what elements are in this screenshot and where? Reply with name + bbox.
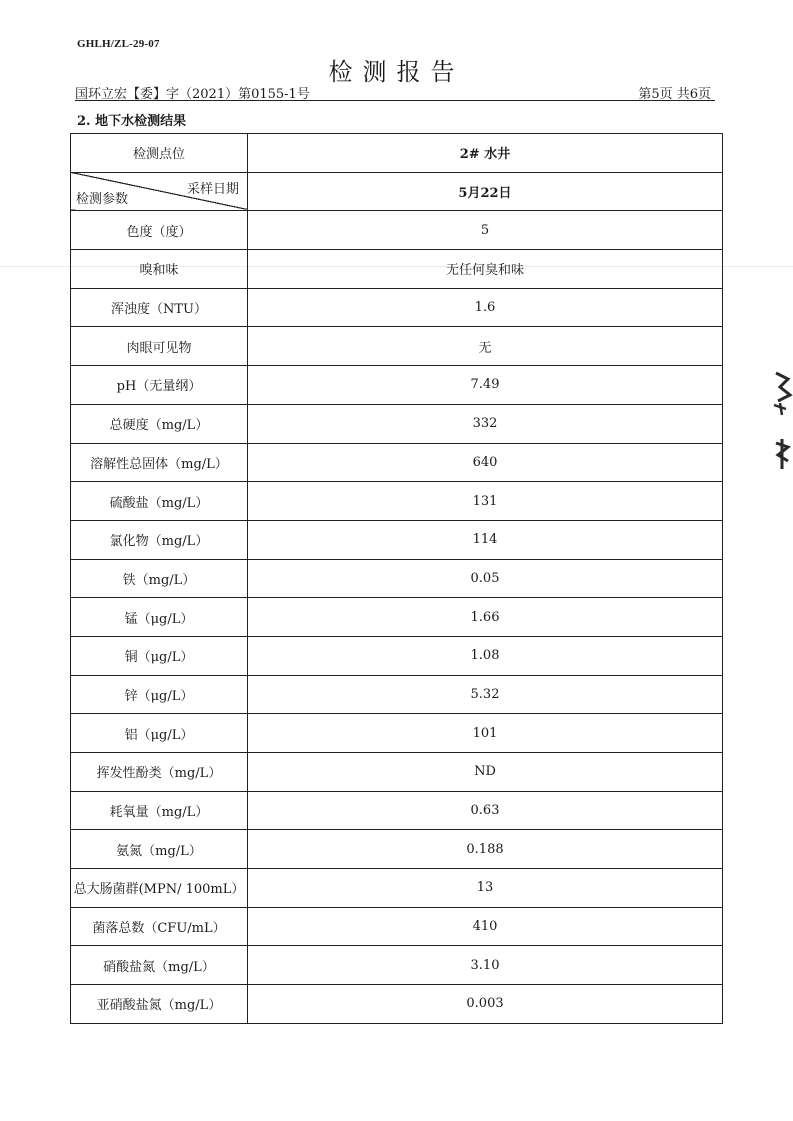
param-value-cell: 3.10 bbox=[248, 946, 723, 985]
param-value-cell: 131 bbox=[248, 482, 723, 521]
groundwater-results-table bbox=[70, 133, 723, 1024]
param-name-cell: 耗氧量（mg/L） bbox=[71, 791, 248, 830]
param-value-cell: 5.32 bbox=[248, 675, 723, 714]
param-name-cell: 总硬度（mg/L） bbox=[71, 404, 248, 443]
table-row bbox=[71, 559, 723, 598]
param-name-cell: 铜（μg/L） bbox=[71, 636, 248, 675]
param-value-cell: 0.003 bbox=[248, 985, 723, 1024]
param-name-cell: 浑浊度（NTU） bbox=[71, 288, 248, 327]
param-name-cell: 嗅和味 bbox=[71, 250, 248, 289]
param-name-cell: 色度（度） bbox=[71, 211, 248, 250]
page-info: 第5页 共6页 bbox=[638, 87, 711, 102]
param-value-cell: 13 bbox=[248, 869, 723, 908]
param-name-cell: 氨氮（mg/L） bbox=[71, 830, 248, 869]
table-row bbox=[71, 482, 723, 521]
date-label: 采样日期 bbox=[186, 181, 239, 197]
point-value: 2# 水井 bbox=[248, 134, 723, 173]
table-row bbox=[71, 211, 723, 250]
param-name-cell: 氯化物（mg/L） bbox=[71, 520, 248, 559]
table-row bbox=[71, 675, 723, 714]
param-name-cell: 亚硝酸盐氮（mg/L） bbox=[71, 985, 248, 1024]
param-value-cell: 332 bbox=[248, 404, 723, 443]
param-value-cell: 0.63 bbox=[248, 791, 723, 830]
param-value-cell: 0.188 bbox=[248, 830, 723, 869]
table-row bbox=[71, 250, 723, 289]
param-value-cell: 7.49 bbox=[248, 366, 723, 405]
header-row-point bbox=[71, 134, 723, 173]
section-title: 2. 地下水检测结果 bbox=[77, 114, 187, 129]
table-row bbox=[71, 443, 723, 482]
param-value-cell: 5 bbox=[248, 211, 723, 250]
param-value-cell: ND bbox=[248, 753, 723, 792]
param-value-cell: 无任何臭和味 bbox=[248, 250, 723, 289]
param-value-cell: 410 bbox=[248, 907, 723, 946]
table-row bbox=[71, 598, 723, 637]
report-number: 国环立宏【委】字（2021）第0155-1号 bbox=[75, 87, 310, 102]
table-row bbox=[71, 907, 723, 946]
table-row bbox=[71, 366, 723, 405]
param-value-cell: 1.66 bbox=[248, 598, 723, 637]
param-value-cell: 114 bbox=[248, 520, 723, 559]
table-row bbox=[71, 946, 723, 985]
diagonal-header-cell bbox=[71, 172, 248, 211]
param-value-cell: 无 bbox=[248, 327, 723, 366]
param-name-cell: 肉眼可见物 bbox=[71, 327, 248, 366]
param-name-cell: pH（无量纲） bbox=[71, 366, 248, 405]
param-name-cell: 菌落总数（CFU/mL） bbox=[71, 907, 248, 946]
table-row bbox=[71, 404, 723, 443]
param-value-cell: 101 bbox=[248, 714, 723, 753]
param-name-cell: 锌（μg/L） bbox=[71, 675, 248, 714]
table-row bbox=[71, 288, 723, 327]
table-row bbox=[71, 869, 723, 908]
param-name-cell: 铝（μg/L） bbox=[71, 714, 248, 753]
param-value-cell: 1.6 bbox=[248, 288, 723, 327]
param-value-cell: 1.08 bbox=[248, 636, 723, 675]
param-name-cell: 硫酸盐（mg/L） bbox=[71, 482, 248, 521]
table-row bbox=[71, 520, 723, 559]
param-value-cell: 0.05 bbox=[248, 559, 723, 598]
table-row bbox=[71, 985, 723, 1024]
table-row bbox=[71, 636, 723, 675]
table-row bbox=[71, 714, 723, 753]
partial-seal-stamp bbox=[770, 365, 793, 475]
report-reference-line bbox=[75, 83, 715, 101]
point-label: 检测点位 bbox=[71, 134, 248, 173]
table-row bbox=[71, 830, 723, 869]
table-row bbox=[71, 753, 723, 792]
param-name-cell: 锰（μg/L） bbox=[71, 598, 248, 637]
table-row bbox=[71, 791, 723, 830]
param-value-cell: 640 bbox=[248, 443, 723, 482]
param-name-cell: 挥发性酚类（mg/L） bbox=[71, 753, 248, 792]
param-label: 检测参数 bbox=[76, 192, 129, 208]
param-name-cell: 铁（mg/L） bbox=[71, 559, 248, 598]
page-title: 检测报告 bbox=[328, 58, 465, 86]
param-name-cell: 硝酸盐氮（mg/L） bbox=[71, 946, 248, 985]
header-row-date bbox=[71, 172, 723, 211]
date-value: 5月22日 bbox=[248, 172, 723, 211]
document-code: GHLH/ZL-29-07 bbox=[77, 38, 160, 50]
param-name-cell: 溶解性总固体（mg/L） bbox=[71, 443, 248, 482]
table-row bbox=[71, 327, 723, 366]
param-name-cell: 总大肠菌群(MPN/ 100mL） bbox=[71, 869, 248, 908]
